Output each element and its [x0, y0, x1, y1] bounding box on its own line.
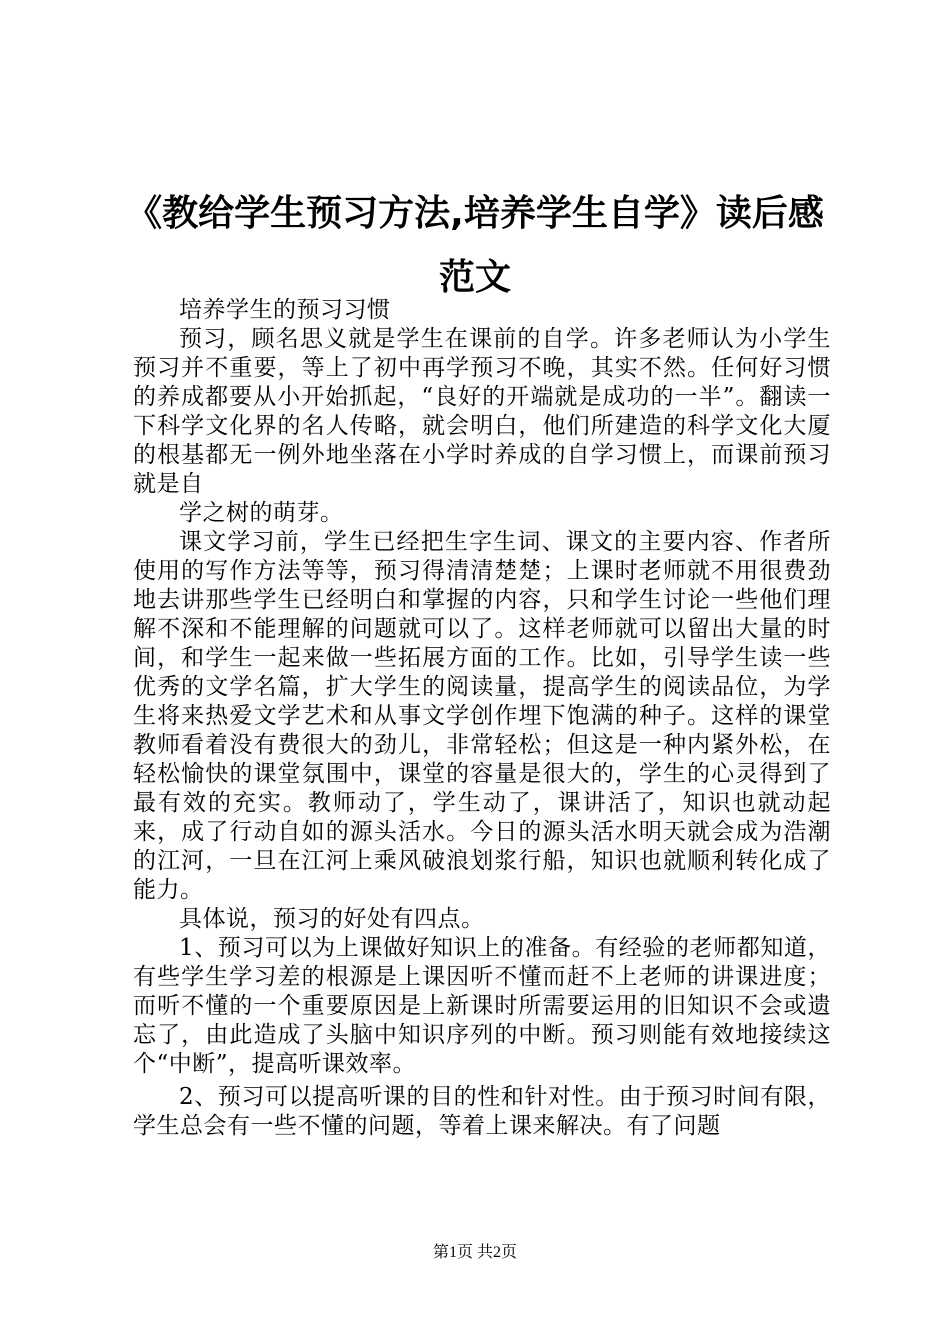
paragraph: 具体说，预习的好处有四点。	[179, 906, 485, 932]
paragraph: 课文学习前，学生已经把生字生词、课文的主要内容、作者所使用的写作方法等等，预习得清清楚楚；上课时老师就不用很费劲地去讲那些学生已经明白和掌握的内容，只和学生讨论一些他们理解不深和不能理解的问题就可以了。这样老师就可以留出大量的时间，和学生一起来做一些拓展方面的工作。比如，引导学生读一些优秀的文学名篇，扩大学生的阅读量，提高学生的阅读品位，为学生将来热爱文学艺术和从事文学创作埋下饱满的种子。这样的课堂教师看着没有费很大的劲儿，非常轻松；但这是一种内紧外松，在轻松愉快的课堂氛围中，课堂的容量是很大的，学生的心灵得到了最有效的充实。教师动了，学生动了，课讲活了，知识也就动起来，成了行动自如的源头活水。今日的源头活水明天就会成为浩潮的江河，一旦在江河上乘风破浪划浆行船，知识也就顺利转化成了能力。	[133, 529, 831, 903]
paragraph: 1、预习可以为上课做好知识上的准备。有经验的老师都知道，有些学生学习差的根源是上课因听不懂而赶不上老师的讲课进度；而听不懂的一个重要原因是上新课时所需要运用的旧知识不会或遗忘了，由此造成了头脑中知识序列的中断。预习则能有效地接续这个“中断”，提高听课效率。	[133, 935, 831, 1077]
page-number-footer: 第1页 共2页	[432, 1244, 517, 1261]
paragraph: 2、预习可以提高听课的目的性和针对性。由于预习时间有限，学生总会有一些不懂的问题，等着上课来解决。有了问题	[133, 1084, 831, 1139]
paragraph-heading: 培养学生的预习习惯	[179, 297, 391, 323]
paragraph: 学之树的萌芽。	[179, 500, 344, 526]
document-title: 《教给学生预习方法,培养学生自学》读后感范文	[126, 193, 824, 298]
document-body	[133, 296, 831, 1141]
paragraph: 预习，顾名思义就是学生在课前的自学。许多老师认为小学生预习并不重要，等上了初中再学预习不晚，其实不然。任何好习惯的养成都要从小开始抓起，“良好的开端就是成功的一半”。翻读一下科学文化界的名人传略，就会明白，他们所建造的科学文化大厦的根基都无一例外地坐落在小学时养成的自学习惯上，而课前预习就是自	[133, 326, 831, 497]
